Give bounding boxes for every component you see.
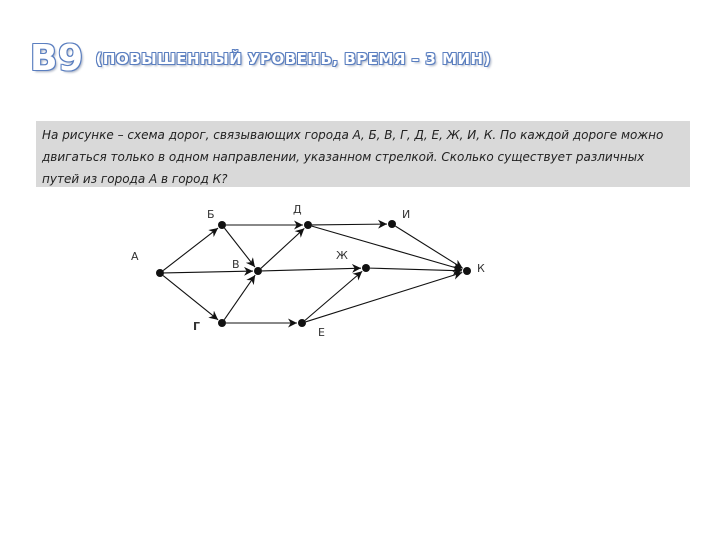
node-label-zh: Ж <box>336 249 348 262</box>
edge-i-k <box>395 226 462 268</box>
edge-v-zh <box>262 268 361 271</box>
task-text: На рисунке – схема дорог, связывающих города А, Б, В, Г, Д, Е, Ж, И, К. По каждой дороге можно двигаться только в одном направлении, указанном стрелкой. Сколько существует различных путей из города А в город К? <box>42 128 664 186</box>
node-k <box>463 267 471 275</box>
task-code: B9 <box>30 38 84 79</box>
edges-layer <box>163 224 463 323</box>
edge-a-g <box>163 276 218 320</box>
node-label-g: Г <box>193 320 201 333</box>
edge-a-v <box>164 271 253 273</box>
node-e <box>298 319 306 327</box>
edge-b-v <box>224 228 254 267</box>
node-g <box>218 319 226 327</box>
edge-e-k <box>306 273 462 322</box>
node-label-e: Е <box>318 326 325 339</box>
node-label-b: Б <box>207 208 215 221</box>
node-a <box>156 269 164 277</box>
node-i <box>388 220 396 228</box>
node-zh <box>362 264 370 272</box>
task-subtitle: (ПОВЫШЕННЫЙ УРОВЕНЬ, ВРЕМЯ – 3 МИН) <box>95 49 491 68</box>
edge-d-k <box>312 226 462 269</box>
edge-g-v <box>224 275 255 320</box>
node-label-v: В <box>232 258 240 271</box>
node-v <box>254 267 262 275</box>
nodes-layer <box>156 220 471 327</box>
edge-d-i <box>312 224 387 225</box>
node-d <box>304 221 312 229</box>
node-label-a: А <box>131 250 139 263</box>
node-label-k: К <box>477 262 485 275</box>
edge-a-b <box>163 228 218 270</box>
node-label-i: И <box>402 208 411 221</box>
node-b <box>218 221 226 229</box>
edge-zh-k <box>370 268 462 271</box>
node-label-d: Д <box>293 203 302 216</box>
edge-v-d <box>261 228 304 268</box>
